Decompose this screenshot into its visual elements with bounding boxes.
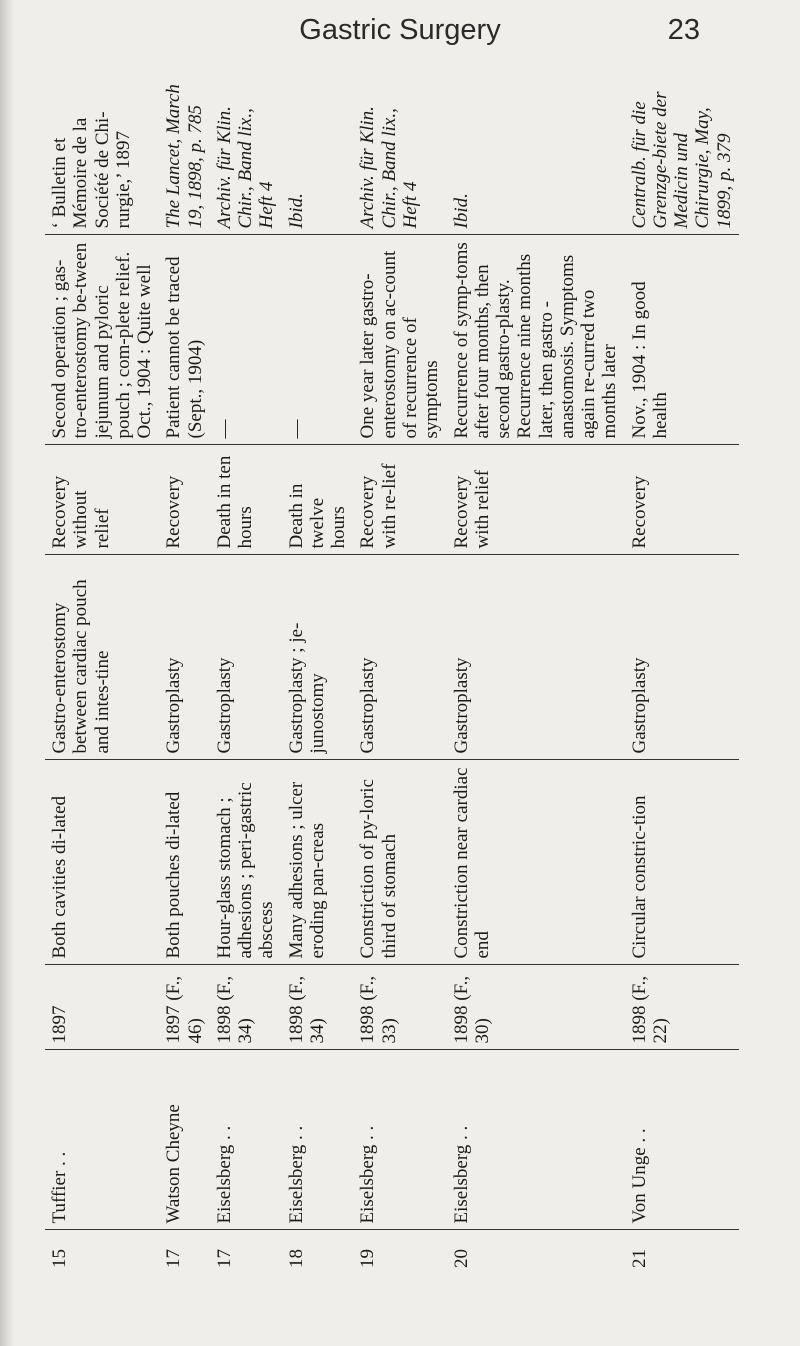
condition-found-cell: Hour-glass stomach ; adhesions ; peri-gastric abscess — [210, 760, 282, 965]
case-number-cell: 15 — [49, 1249, 70, 1268]
table-row — [625, 70, 739, 1270]
operator-name-cell: Watson Cheyne — [159, 1050, 210, 1230]
reference-cell: The Lancet, March 19, 1898, p. 785 — [159, 70, 210, 235]
case-number-cell: 19 — [357, 1249, 379, 1268]
page-binding-shadow — [0, 0, 14, 1346]
table-row — [159, 70, 210, 1270]
later-history-cell: One year later gastro-enterostomy on ac-count of recurrence of symptoms — [353, 235, 446, 445]
reference-cell: ‘ Bulletin et Mémoire de la Société de Chi-rurgie,’ 1897 — [45, 70, 159, 235]
operation-date-cell: 1898 (F., 33) — [353, 965, 446, 1050]
table-row — [282, 70, 354, 1270]
immediate-result-cell: Recovery with re-lief — [353, 445, 446, 555]
reference-cell: Ibid. — [447, 70, 625, 235]
condition-found-cell: Both cavities di-lated — [45, 760, 159, 965]
operation-performed-cell: Gastroplasty ; je-junostomy — [282, 555, 354, 760]
operation-date-cell: 1898 (F., 22) — [625, 965, 739, 1050]
table-row — [447, 70, 625, 1270]
operation-date-cell: 1898 (F., 34) — [282, 965, 354, 1050]
reference-cell: Ibid. — [282, 70, 354, 235]
immediate-result-cell: Death in ten hours — [210, 445, 282, 555]
page-title: Gastric Surgery — [299, 14, 501, 46]
condition-found-cell: Constriction near cardiac end — [447, 760, 625, 965]
case-number-cell: 17 — [213, 1249, 235, 1268]
case-number-cell: 20 — [450, 1249, 472, 1268]
operator-name-cell: Eiselsberg . . — [353, 1050, 446, 1230]
case-table — [45, 70, 739, 1270]
immediate-result-cell: Recovery without relief — [45, 445, 159, 555]
immediate-result-cell: Death in twelve hours — [282, 445, 354, 555]
case-number-cell: 17 — [163, 1249, 185, 1268]
immediate-result-cell: Recovery — [159, 445, 210, 555]
operation-date-cell: 1898 (F., 34) — [210, 965, 282, 1050]
table-row — [353, 70, 446, 1270]
page-number: 23 — [667, 14, 700, 46]
later-history-cell: — — [210, 235, 282, 445]
table-row — [45, 70, 159, 1270]
later-history-cell: Nov., 1904 : In good health — [625, 235, 739, 445]
operation-performed-cell: Gastroplasty — [159, 555, 210, 760]
condition-found-cell: Both pouches di-lated — [159, 760, 210, 965]
operator-name-cell: Von Unge . . — [625, 1050, 739, 1230]
immediate-result-cell: Recovery with relief — [447, 445, 625, 555]
condition-found-cell: Circular constric-tion — [625, 760, 739, 965]
operation-performed-cell: Gastroplasty — [447, 555, 625, 760]
operation-performed-cell: Gastroplasty — [625, 555, 739, 760]
operation-date-cell: 1898 (F., 30) — [447, 965, 625, 1050]
operator-name-cell: Eiselsberg . . — [210, 1050, 282, 1230]
operation-date-cell: 1897 — [45, 965, 159, 1050]
operation-performed-cell: Gastroplasty — [210, 555, 282, 760]
reference-cell: Centralb. für die Grenzge-biete der Medicin und Chirurgie, May, 1899, p. 379 — [625, 70, 739, 235]
operator-name-cell: Eiselsberg . . — [447, 1050, 625, 1230]
rotated-case-table — [45, 70, 735, 1270]
later-history-cell: — — [282, 235, 354, 445]
operation-performed-cell: Gastroplasty — [353, 555, 446, 760]
operator-name-cell: Tuffier . . — [45, 1050, 159, 1230]
operation-date-cell: 1897 (F., 46) — [159, 965, 210, 1050]
reference-cell: Archiv. für Klin. Chir., Band lix., Heft 4 — [353, 70, 446, 235]
condition-found-cell: Many adhesions ; ulcer eroding pan-creas — [282, 760, 354, 965]
case-number-cell: 21 — [628, 1249, 650, 1268]
case-table-body — [45, 70, 739, 1270]
later-history-cell: Recurrence of symp-toms after four months, then second gastro-plasty. Recurrence nine months later, then gastro - anastomosis. Symptoms again re-curred two months later — [447, 235, 625, 445]
operation-performed-cell: Gastro-enterostomy between cardiac pouch and intes-tine — [45, 555, 159, 760]
later-history-cell: Second operation ; gas-tro-enterostomy be-tween jejunum and pyloric pouch ; com-plete relief. Oct., 1904 : Quite well — [45, 235, 159, 445]
case-number-cell: 18 — [285, 1249, 307, 1268]
operator-name-cell: Eiselsberg . . — [282, 1050, 354, 1230]
later-history-cell: Patient cannot be traced (Sept., 1904) — [159, 235, 210, 445]
table-row — [210, 70, 282, 1270]
condition-found-cell: Constriction of py-loric third of stomach — [353, 760, 446, 965]
page-header — [0, 0, 800, 60]
reference-cell: Archiv. für Klin. Chir., Band lix., Heft 4 — [210, 70, 282, 235]
immediate-result-cell: Recovery — [625, 445, 739, 555]
